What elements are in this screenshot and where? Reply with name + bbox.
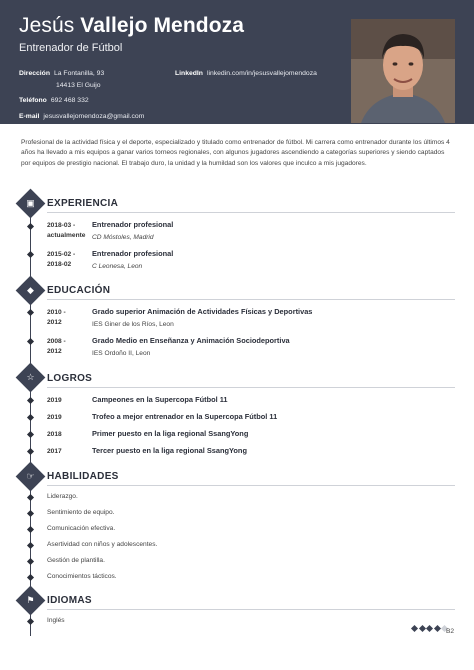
graduation-cap-icon: ◆: [27, 285, 34, 295]
language-rating: [412, 618, 450, 626]
timeline-dot: [27, 448, 34, 455]
skill-item: Comunicación efectiva.: [47, 525, 116, 532]
skill-item: Conocimientos tácticos.: [47, 573, 117, 580]
experience-role: Entrenador profesional: [92, 249, 174, 258]
first-name: Jesús: [19, 14, 75, 37]
date-end: actualmente: [47, 232, 86, 239]
date-end: 2012: [47, 319, 62, 326]
skill-item: Liderazgo.: [47, 493, 78, 500]
timeline-dot: [27, 414, 34, 421]
timeline-dot: [27, 431, 34, 438]
education-date: [47, 337, 66, 357]
rating-dot: [426, 625, 433, 632]
achievement-title: Campeones en la Supercopa Fútbol 11: [92, 395, 228, 404]
achievement-year: 2018: [47, 431, 62, 438]
date-start: 2008 -: [47, 338, 66, 345]
timeline-dot: [27, 223, 34, 230]
profile-summary: Profesional de la actividad física y el deporte, especializado y titulado como entrenador de fútbol. Mi carrera como entrenador durante los últimos 4 años ha llevado a mis equipos a ganar varios torneos regionales, con algunos jugadores ascendiendo a categorías superiores y siendo captados por equipos de prestigio nacional. El trabajo duro, la unidad y la humildad son los valores que inculco a mis jugadores.: [21, 139, 450, 167]
education-school: IES Ordoño II, Leon: [92, 350, 151, 357]
skill-item: Sentimiento de equipo.: [47, 509, 115, 516]
phone-value: 692 468 332: [50, 97, 89, 104]
last-name: Vallejo Mendoza: [80, 14, 245, 37]
education-school: IES Giner de los Ríos, Leon: [92, 321, 174, 328]
timeline-dot: [27, 618, 34, 625]
timeline-dot: [27, 309, 34, 316]
experience-date: [47, 250, 75, 270]
date-end: 2012: [47, 348, 62, 355]
education-date: [47, 308, 66, 328]
skill-item: Gestión de plantilla.: [47, 557, 105, 564]
achievement-title: Tercer puesto en la liga regional SsangYong: [92, 446, 247, 455]
address-label: Dirección: [19, 70, 50, 77]
date-end: 2018-02: [47, 261, 72, 268]
hand-icon: ☞: [26, 471, 35, 481]
date-start: 2015-02 -: [47, 251, 76, 258]
portrait-image: [351, 19, 455, 123]
header: [0, 0, 474, 124]
timeline-dot: [27, 558, 34, 565]
achievement-year: 2019: [47, 414, 62, 421]
email: [19, 112, 144, 121]
timeline-dot: [27, 510, 34, 517]
skill-item: Asertividad con niños y adolescentes.: [47, 541, 158, 548]
profile-photo: [351, 19, 455, 123]
date-start: 2010 -: [47, 309, 66, 316]
skills-title: HABILIDADES: [47, 471, 119, 482]
experience-divider: [47, 212, 455, 213]
experience-date: [47, 221, 85, 241]
rating-dot: [419, 625, 426, 632]
timeline-dot: [27, 526, 34, 533]
flag-icon: ⚑: [26, 595, 35, 605]
skills-divider: [47, 485, 455, 486]
linkedin-label: LinkedIn: [175, 70, 203, 77]
experience-employer: C Leonesa, Leon: [92, 263, 143, 270]
person-name: [19, 14, 244, 38]
languages-title: IDIOMAS: [47, 595, 92, 606]
language-name: Inglés: [47, 617, 65, 624]
achievement-year: 2017: [47, 448, 62, 455]
achievements-title: LOGROS: [47, 373, 93, 384]
experience-role: Entrenador profesional: [92, 220, 174, 229]
email-link[interactable]: jesusvallejomendoza@gmail.com: [43, 113, 145, 120]
linkedin-link[interactable]: linkedin.com/in/jesusvallejomendoza: [206, 70, 317, 77]
timeline-dot: [27, 397, 34, 404]
timeline-dot: [27, 574, 34, 581]
email-label: E-mail: [19, 113, 40, 120]
education-degree: Grado superior Animación de Actividades Físicas y Deportivas: [92, 307, 313, 316]
language-level: B2: [446, 628, 455, 635]
achievement-title: Primer puesto en la liga regional SsangYong: [92, 429, 249, 438]
phone: [19, 96, 89, 105]
education-degree: Grado Medio en Enseñanza y Animación Sociodeportiva: [92, 336, 290, 345]
star-icon: ☆: [26, 372, 35, 382]
address-line2: 14413 El Guijo: [56, 82, 101, 89]
rating-dot: [411, 625, 418, 632]
achievement-year: 2019: [47, 397, 62, 404]
languages-divider: [47, 609, 455, 610]
education-divider: [47, 299, 455, 300]
phone-label: Teléfono: [19, 97, 47, 104]
timeline-dot: [27, 251, 34, 258]
address: [19, 69, 104, 78]
rating-dot: [434, 625, 441, 632]
experience-employer: CD Móstoles, Madrid: [92, 234, 154, 241]
timeline-dot: [27, 494, 34, 501]
linkedin: [175, 69, 317, 78]
education-title: EDUCACIÓN: [47, 285, 111, 296]
achievement-title: Trofeo a mejor entrenador en la Supercopa Fútbol 11: [92, 412, 278, 421]
job-title: Entrenador de Fútbol: [19, 42, 123, 54]
experience-title: EXPERIENCIA: [47, 198, 119, 209]
timeline-dot: [27, 338, 34, 345]
address-line1: La Fontanilla, 93: [53, 70, 105, 77]
briefcase-icon: ▣: [26, 198, 35, 208]
achievements-divider: [47, 387, 455, 388]
timeline-dot: [27, 542, 34, 549]
date-start: 2018-03 -: [47, 222, 76, 229]
